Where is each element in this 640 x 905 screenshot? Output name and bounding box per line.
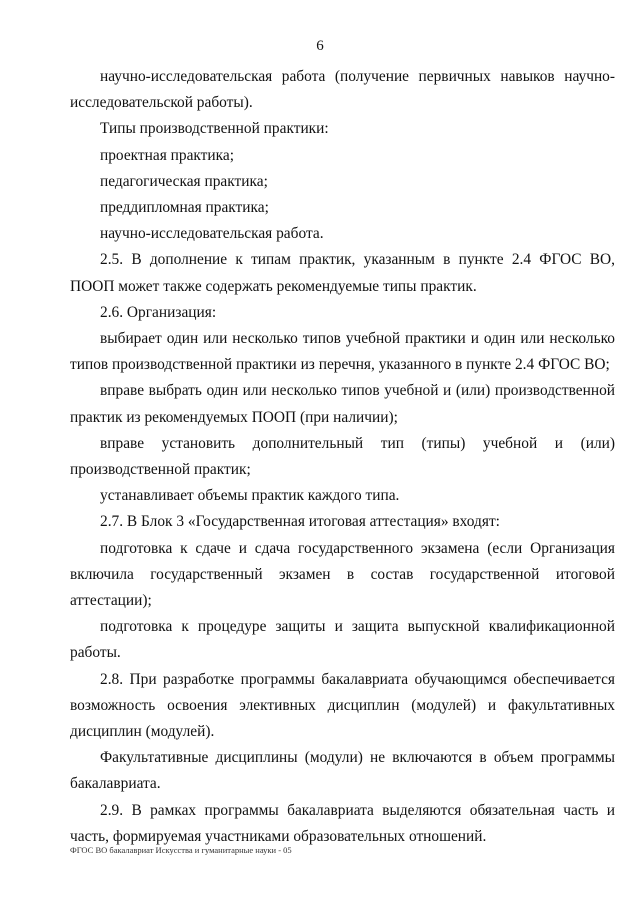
paragraph: 2.5. В дополнение к типам практик, указанным в пункте 2.4 ФГОС ВО, ПООП может также содержать рекомендуемые типы практик. bbox=[70, 251, 615, 295]
list-item: выбирает один или несколько типов учебной практики и один или несколько типов производственной практики из перечня, указанного в пункте 2.4 ФГОС ВО; bbox=[70, 330, 615, 374]
list-item: подготовка к сдаче и сдача государственного экзамена (если Организация включила государственный экзамен в состав государственной итоговой аттестации); bbox=[70, 539, 615, 610]
paragraph: Типы производственной практики: bbox=[100, 120, 329, 138]
list-item: вправе выбрать один или несколько типов учебной и (или) производственной практик из рекомендуемых ПООП (при наличии); bbox=[70, 382, 615, 426]
list-item: устанавливает объемы практик каждого типа. bbox=[100, 487, 400, 505]
page-number: 6 bbox=[316, 38, 324, 54]
paragraph: 2.6. Организация: bbox=[100, 303, 217, 321]
list-item: вправе установить дополнительный тип (типы) учебной и (или) производственной практик; bbox=[70, 434, 615, 479]
list-item: подготовка к процедуре защиты и защита выпускной квалификационной работы. bbox=[70, 618, 615, 662]
list-item: проектная практика; bbox=[100, 146, 234, 164]
paragraph: научно-исследовательская работа (получение первичных навыков научно-исследовательской работы). bbox=[70, 68, 615, 112]
paragraph: Факультативные дисциплины (модули) не включаются в объем программы бакалавриата. bbox=[70, 749, 615, 793]
list-item: педагогическая практика; bbox=[100, 172, 268, 190]
list-item: научно-исследовательская работа. bbox=[100, 225, 324, 243]
paragraph: 2.7. В Блок 3 «Государственная итоговая аттестация» входят: bbox=[100, 513, 500, 531]
footer-text: ФГОС ВО бакалавриат Искусства и гуманитарные науки - 05 bbox=[70, 845, 292, 855]
paragraph: 2.8. При разработке программы бакалавриата обучающимся обеспечивается возможность освоения элективных дисциплин (модулей) и факультативных дисциплин (модулей). bbox=[70, 670, 615, 741]
list-item: преддипломная практика; bbox=[100, 199, 269, 217]
document-body bbox=[70, 64, 615, 850]
paragraph: 2.9. В рамках программы бакалавриата выделяются обязательная часть и часть, формируемая участниками образовательных отношений. bbox=[70, 801, 615, 845]
